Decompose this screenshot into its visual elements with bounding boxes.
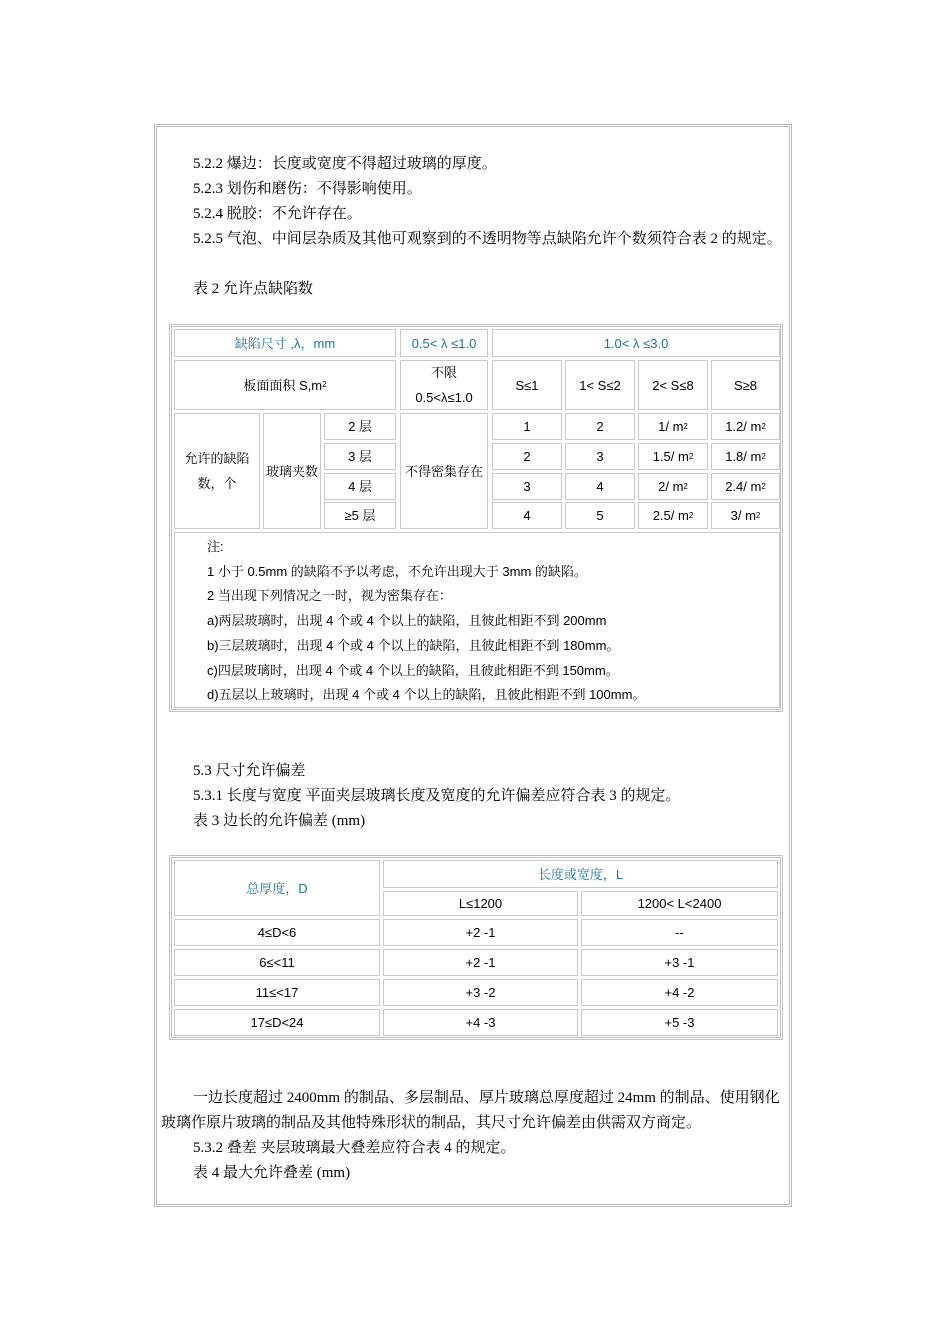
table-cell: +2 -1 [383,919,578,946]
layer-label: ≥5 层 [324,502,396,529]
table3-caption: 表 3 边长的允许偏差 (mm) [193,813,366,829]
table-cell: 2 [565,413,635,440]
paragraph-5-2-3: 5.2.3 划伤和磨伤：不得影响使用。 [193,181,422,197]
header-range-1: 0.5< λ ≤1.0 [400,329,488,357]
header-s-col-3: 2< S≤8 [638,360,708,410]
table-cell: 2 [492,443,562,470]
paragraph-5-3-1: 5.3.1 长度与宽度 平面夹层玻璃长度及宽度的允许偏差应符合表 3 的规定。 [193,788,681,804]
cell-value: 1/ m [658,419,684,434]
board-area-label: 板面面积 S,m [243,377,323,393]
header-s-col-2: 1< S≤2 [565,360,635,410]
cell-value: 1.5/ m [652,449,689,464]
header-col-2: 1200< L<2400 [581,891,778,916]
header-range-2: 1.0< λ ≤3.0 [492,329,780,357]
table-cell: 3 [492,473,562,500]
table-cell: 1 [492,413,562,440]
table-cell: 1/ m 2 [638,413,708,440]
note-line: a)两层玻璃时，出现 4 个或 4 个以上的缺陷，且彼此相距不到 200mm [207,613,607,628]
paragraph-5-2-5: 5.2.5 气泡、中间层杂质及其他可观察到的不透明物等点缺陷允许个数须符合表 2 的规定。 [193,231,782,247]
cell-value: 2/ m [658,479,684,494]
layer-label: 2 层 [324,413,396,440]
unlimited-range: 0.5<λ≤1.0 [415,390,473,405]
cell-value: 2.4/ m [725,479,762,494]
table-cell: 4≤D<6 [174,919,380,946]
table-cell: 1.5/ m 2 [638,443,708,470]
sub-group-glass-layers: 玻璃夹数 [263,413,321,529]
layer-label: 4 层 [324,473,396,500]
table-cell: +5 -3 [581,1009,778,1036]
note-line: c)四层玻璃时，出现 4 个或 4 个以上的缺陷，且彼此相距不到 150mm。 [207,663,619,678]
table-cell: -- [581,919,778,946]
document-frame [154,124,792,1207]
table-cell: 2.4/ m 2 [711,473,780,500]
paragraph-tolerance-note: 一边长度超过 2400mm 的制品、多层制品、厚片玻璃总厚度超过 24mm 的制品、使用钢化玻璃作原片玻璃的制品及其他特殊形状的制品，其尺寸允许偏差由供需双方商定。 [161,1090,780,1131]
table-cell: +3 -2 [383,979,578,1006]
table2-caption: 表 2 允许点缺陷数 [193,281,314,297]
table-cell: 4 [492,502,562,529]
table2-notes [174,532,780,708]
paragraph-5-3-2: 5.3.2 叠差 夹层玻璃最大叠差应符合表 4 的规定。 [193,1140,516,1156]
table-cell: 2/ m 2 [638,473,708,500]
header-col-1: L≤1200 [383,891,578,916]
table-cell: +4 -2 [581,979,778,1006]
note-line: 注: [207,539,224,554]
header-s-col-4: S≥8 [711,360,780,410]
layer-label: 3 层 [324,443,396,470]
table-cell: 11≤<17 [174,979,380,1006]
table-cell: 1.2/ m 2 [711,413,780,440]
row-group-allowed-defects: 允许的缺陷数，个 [174,413,260,529]
paragraph-5-2-2: 5.2.2 爆边：长度或宽度不得超过玻璃的厚度。 [193,156,497,172]
table-cell: 17≤D<24 [174,1009,380,1036]
header-defect-size: 缺陷尺寸 ,λ，mm [174,329,396,357]
cell-value: 3/ m [730,508,756,523]
note-line: 1 小于 0.5mm 的缺陷不予以考虑，不允许出现大于 3mm 的缺陷。 [207,564,587,579]
note-line: 2 当出现下列情况之一时，视为密集存在： [207,588,452,603]
table-cell: +4 -3 [383,1009,578,1036]
header-length-width: 长度或宽度，L [383,860,778,888]
table-cell: +2 -1 [383,949,578,976]
table-cell: 5 [565,502,635,529]
dense-not-allowed: 不得密集存在 [400,413,488,529]
header-s-col-1: S≤1 [492,360,562,410]
table-3 [169,855,783,1040]
table-cell: 2.5/ m 2 [638,502,708,529]
table-cell: 3 [565,443,635,470]
note-line: d)五层以上玻璃时，出现 4 个或 4 个以上的缺陷，且彼此相距不到 100mm。 [207,687,646,702]
paragraph-5-2-4: 5.2.4 脱胶：不允许存在。 [193,206,362,222]
cell-value: 1.8/ m [725,449,762,464]
table-2 [169,324,783,712]
cell-value: 2.5/ m [652,508,689,523]
header-total-thickness: 总厚度，D [174,860,380,916]
table-cell: 1.8/ m 2 [711,443,780,470]
header-board-area: 板面面积 S,m 2 [174,360,396,410]
table-cell: 6≤<11 [174,949,380,976]
header-unlimited [400,360,488,410]
table-cell: 4 [565,473,635,500]
cell-value: 1.2/ m [725,419,762,434]
unlimited-label: 不限 [430,365,457,380]
section-5-3: 5.3 尺寸允许偏差 [193,763,306,779]
table4-caption: 表 4 最大允许叠差 (mm) [193,1165,351,1181]
table-cell: 3/ m 2 [711,502,780,529]
table-cell: +3 -1 [581,949,778,976]
note-line: b)三层玻璃时，出现 4 个或 4 个以上的缺陷，且彼此相距不到 180mm。 [207,638,620,653]
